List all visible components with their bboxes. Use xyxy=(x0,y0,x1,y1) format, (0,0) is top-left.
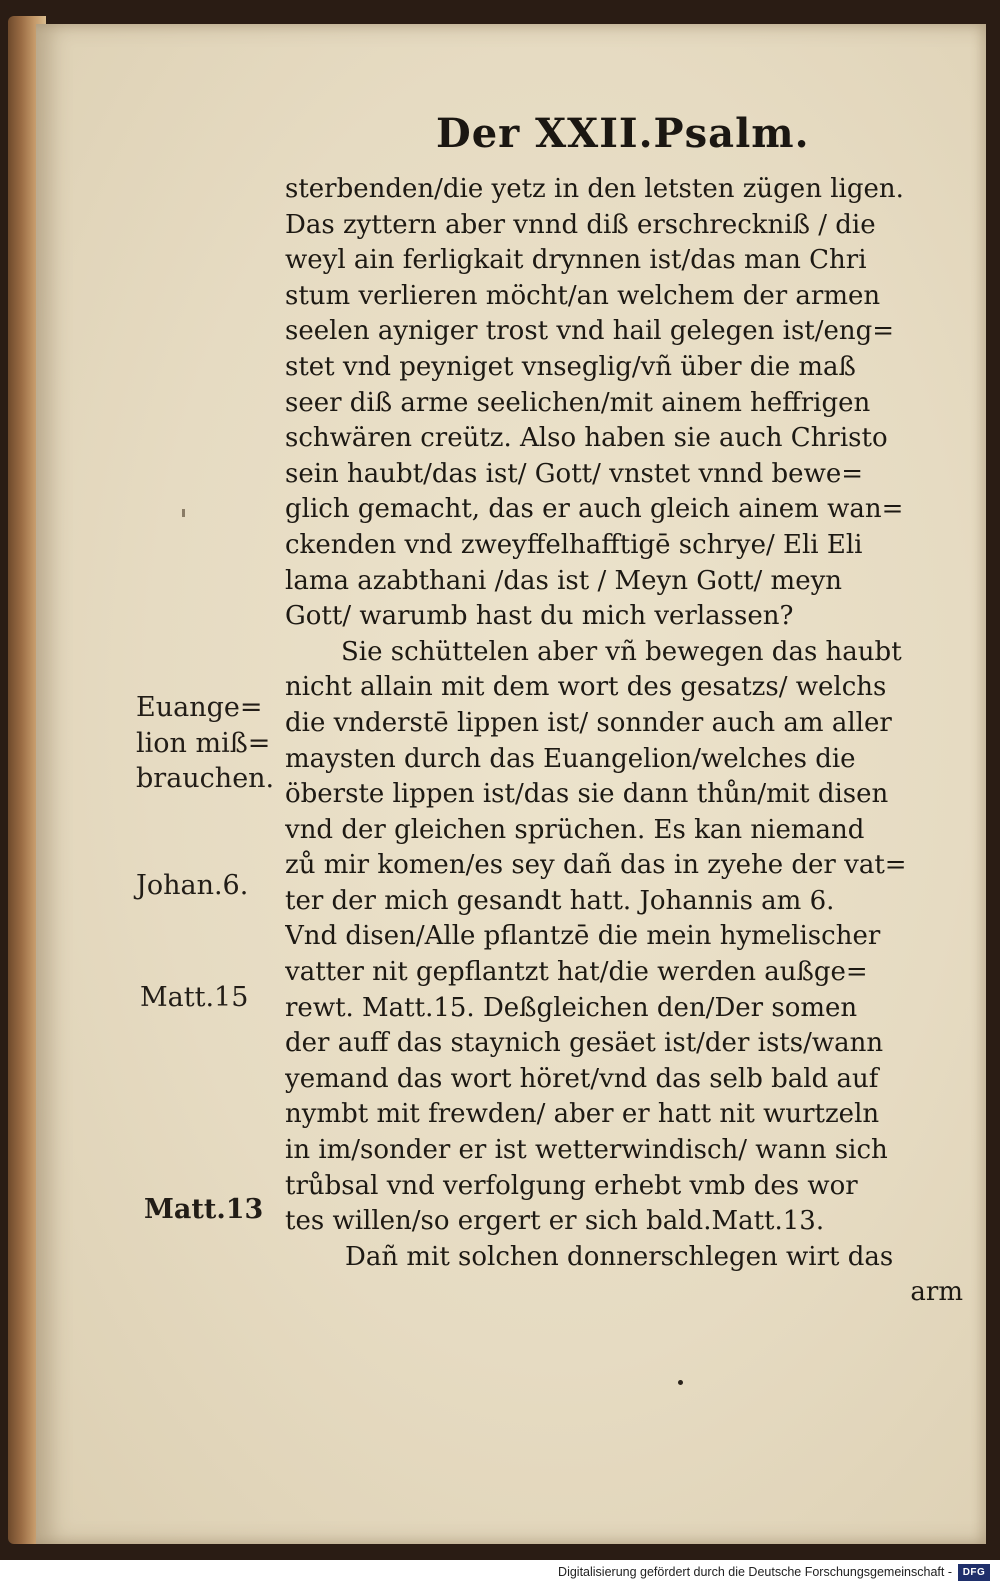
text-line: nymbt mit frewden/ aber er hatt nit wurtzeln xyxy=(285,1099,880,1130)
marginal-note-johan: Johan.6. xyxy=(136,870,249,901)
text-line: sterbenden/die yetz in den letsten zügen ligen. xyxy=(285,174,904,204)
marginal-note-matt13: Matt.13 xyxy=(144,1194,264,1225)
text-line: Das zyttern aber vnnd diß erschreckniß / die xyxy=(285,209,876,240)
catchword: arm xyxy=(910,1277,963,1308)
dfg-logo: DFG xyxy=(958,1564,990,1581)
text-line: yemand das wort höret/vnd das selb bald auf xyxy=(285,1063,879,1094)
marginal-note-matt15: Matt.15 xyxy=(140,982,249,1013)
text-line: Dañ mit solchen donnerschlegen wirt das xyxy=(345,1241,894,1272)
text-line: ckenden vnd zweyffelhafftigē schrye/ Eli Eli xyxy=(285,529,863,560)
text-line: der auff das staynich gesäet ist/der ists/wann xyxy=(285,1028,884,1059)
text-line: lama azabthani /das ist / Meyn Gott/ meyn xyxy=(285,565,843,596)
text-line: stet vnd peyniget vnseglig/vñ über die maß xyxy=(285,351,856,382)
text-line: stum verlieren möcht/an welchem der armen xyxy=(285,280,881,311)
text-line: ter der mich gesandt hatt. Johannis am 6. xyxy=(285,885,835,916)
text-line: weyl ain ferligkait drynnen ist/das man Chri xyxy=(285,245,867,276)
footer-bar xyxy=(0,1560,1000,1588)
text-line: vnd der gleichen sprüchen. Es kan niemand xyxy=(285,814,865,845)
text-line: Gott/ warumb hast du mich verlassen? xyxy=(285,601,794,632)
marginal-note-line: Euange= xyxy=(136,692,263,723)
marginal-note-line: lion miß= xyxy=(136,727,271,759)
text-line: die vnderstē lippen ist/ sonnder auch am aller xyxy=(285,707,892,738)
paper-speck xyxy=(182,509,185,517)
text-line: in im/sonder er ist wetterwindisch/ wann sich xyxy=(285,1135,888,1166)
text-line: rewt. Matt.15. Deßgleichen den/Der somen xyxy=(285,992,858,1023)
text-line: maysten durch das Euangelion/welches die xyxy=(285,743,856,774)
text-line: Vnd disen/Alle pflantzē die mein hymelischer xyxy=(285,921,881,952)
text-line: öberste lippen ist/das sie dann thůn/mit disen xyxy=(285,779,889,810)
text-line: sein haubt/das ist/ Gott/ vnstet vnnd bewe= xyxy=(285,458,863,489)
funding-credit: Digitalisierung gefördert durch die Deutsche Forschungsgemeinschaft - xyxy=(558,1565,952,1579)
marginal-note-line: brauchen. xyxy=(136,763,275,795)
body-text xyxy=(285,172,975,1311)
text-line: zů mir komen/es sey dañ das in zyehe der vat= xyxy=(285,850,907,881)
text-line: trůbsal vnd verfolgung erhebt vmb des wor xyxy=(285,1170,858,1201)
marginal-note-euangelion xyxy=(136,690,274,797)
running-head: Der XXII.Psalm. xyxy=(436,110,810,157)
ink-dot xyxy=(678,1380,683,1385)
text-line: schwären creütz. Also haben sie auch Christo xyxy=(285,423,888,454)
text-line: seer diß arme seelichen/mit ainem heffrigen xyxy=(285,387,871,418)
text-line: seelen ayniger trost vnd hail gelegen ist/eng= xyxy=(285,316,895,347)
text-line: Sie schüttelen aber vñ bewegen das haubt xyxy=(341,636,902,667)
text-line: nicht allain mit dem wort des gesatzs/ welchs xyxy=(285,672,887,703)
text-line: tes willen/so ergert er sich bald.Matt.13. xyxy=(285,1206,825,1237)
book-page xyxy=(36,24,986,1544)
text-line: vatter nit gepflantzt hat/die werden außge= xyxy=(285,957,868,988)
text-line: glich gemacht, das er auch gleich ainem wan= xyxy=(285,494,904,525)
